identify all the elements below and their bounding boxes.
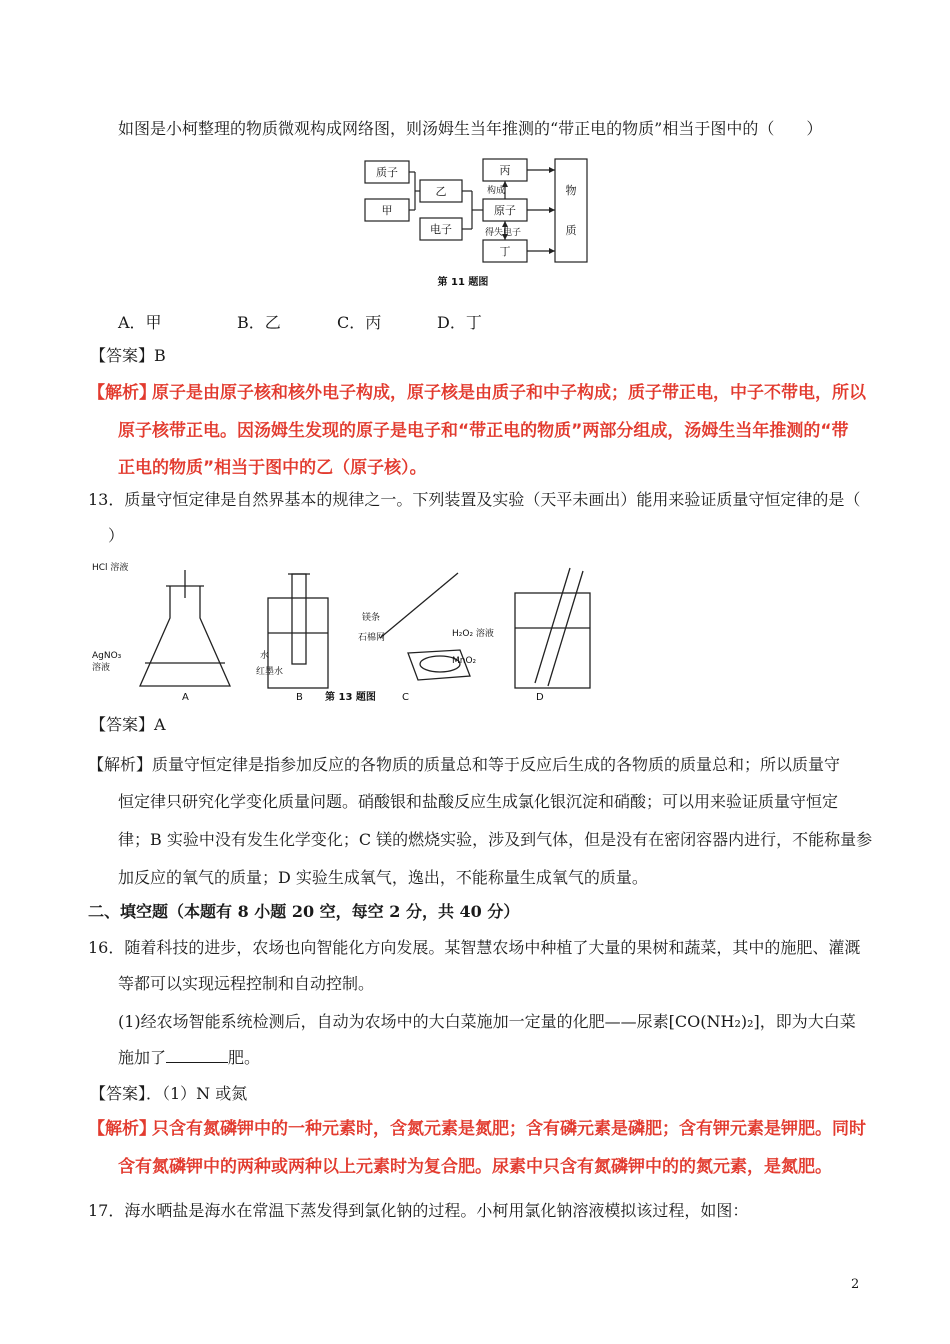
- q16-analysis-line-1: 只含有氮磷钾中的一种元素时，含氮元素是氮肥；含有磷元素是磷肥；含有钾元素是钾肥。同时: [152, 1119, 866, 1139]
- q16-sub1-line-2: [118, 1048, 260, 1068]
- q12-analysis-line-1: 原子是由原子核和核外电子构成，原子核是由质子和中子构成；质子带正电，中子不带电，所以: [152, 383, 866, 403]
- q13-stem-line-2: ）: [108, 526, 125, 545]
- label-bing: 丙: [499, 164, 511, 177]
- q13-stem-line-1: 13．质量守恒定律是自然界基本的规律之一。下列装置及实验（天平未画出）能用来验证质量守恒定律的是（: [88, 490, 861, 509]
- label-c-mesh: 石棉网: [358, 633, 386, 643]
- edge-label-gain-lose: 得失电子: [485, 228, 522, 238]
- label-a-hcl: HCl 溶液: [92, 563, 129, 573]
- label-ding: 丁: [499, 245, 511, 258]
- q13-analysis-line-1: 质量守恒定律是指参加反应的各物质的质量总和等于反应后生成的各物质的质量总和；所以质量守: [152, 755, 841, 774]
- q16-answer-blank: [166, 1048, 228, 1063]
- q13-analysis-line-4: 加反应的氧气的质量；D 实验生成氧气，逸出，不能称量生成氧气的质量。: [118, 868, 648, 887]
- q12-option-a: A．甲: [118, 313, 162, 332]
- label-a: A: [182, 692, 189, 703]
- label-d-h2o2: H₂O₂ 溶液: [452, 629, 494, 639]
- label-d: D: [536, 692, 544, 703]
- edge-label-compose: 构成: [487, 186, 506, 196]
- q16-line-2: 等都可以实现远程控制和自动控制。: [118, 974, 375, 993]
- label-a-solution: 溶液: [92, 663, 111, 673]
- label-c-mg: 镁条: [362, 613, 381, 623]
- label-a-agno3: AgNO₃: [92, 651, 122, 661]
- label-jia: 甲: [381, 204, 393, 217]
- label-atom: 原子: [494, 204, 516, 217]
- q13-figure-caption: 第 13 题图: [325, 692, 376, 703]
- q13-analysis-tag: 【解析】: [88, 755, 153, 774]
- q13-answer: 【答案】A: [90, 715, 166, 734]
- q12-analysis-tag: 【解析】: [88, 383, 156, 403]
- q17-stem: 17．海水晒盐是海水在常温下蒸发得到氯化钠的过程。小柯用氯化钠溶液模拟该过程，如图：: [88, 1201, 749, 1220]
- q12-analysis-line-2: 原子核带正电。因汤姆生发现的原子是电子和“带正电的物质”两部分组成，汤姆生当年推测的“带: [118, 421, 849, 441]
- q16-analysis-tag: 【解析】: [88, 1119, 156, 1139]
- box-matter: [555, 159, 587, 262]
- label-b-water: 水: [260, 651, 270, 661]
- flask-a: [140, 586, 230, 686]
- label-b-red-ink: 红墨水: [256, 667, 284, 677]
- q13-apparatus-figure: [90, 558, 610, 703]
- tongs-c: [380, 588, 440, 638]
- q12-figure-caption: 第 11 题图: [437, 277, 489, 288]
- q12-option-b: B．乙: [237, 313, 281, 332]
- q12-answer: 【答案】B: [90, 346, 166, 365]
- label-matter-2: 质: [565, 224, 577, 237]
- label-electron: 电子: [430, 223, 452, 236]
- q12-analysis-line-3: 正电的物质”相当于图中的乙（原子核）。: [118, 458, 427, 478]
- q13-analysis-line-3: 律；B 实验中没有发生化学变化；C 镁的燃烧实验，涉及到气体，但是没有在密闭容器内进行，不能称量参: [118, 830, 873, 849]
- section-2-title: 二、填空题（本题有 8 小题 20 空，每空 2 分，共 40 分）: [88, 902, 520, 921]
- q16-before-blank: 施加了: [118, 1048, 167, 1067]
- beaker-d: [515, 593, 590, 688]
- label-proton: 质子: [376, 166, 398, 179]
- label-b: B: [296, 692, 303, 703]
- label-matter-1: 物: [565, 184, 577, 197]
- q12-stem: 如图是小柯整理的物质微观构成网络图，则汤姆生当年推测的“带正电的物质”相当于图中的（ ）: [118, 119, 823, 138]
- q16-after-blank: 肥。: [228, 1048, 261, 1067]
- page-number: 2: [851, 1277, 860, 1292]
- q16-analysis-line-2: 含有氮磷钾中的两种或两种以上元素时为复合肥。尿素中只含有氮磷钾中的的氮元素，是氮肥。: [118, 1157, 832, 1177]
- label-c: C: [402, 692, 409, 703]
- q16-answer: 【答案】．（1）N 或氮: [90, 1084, 248, 1103]
- q16-line-1: 16．随着科技的进步，农场也向智能化方向发展。某智慧农场中种植了大量的果树和蔬菜，其中的施肥、灌溉: [88, 938, 861, 957]
- q12-option-c: C．丙: [337, 313, 382, 332]
- q12-network-figure: [355, 150, 600, 295]
- label-d-mno2: MnO₂: [452, 656, 477, 666]
- q12-option-d: D．丁: [437, 313, 482, 332]
- q13-analysis-line-2: 恒定律只研究化学变化质量问题。硝酸银和盐酸反应生成氯化银沉淀和硝酸；可以用来验证质量守恒定: [118, 792, 839, 811]
- q16-sub1-line-1: (1)经农场智能系统检测后，自动为农场中的大白菜施加一定量的化肥——尿素[CO(NH₂)₂]，即为大白菜: [118, 1012, 856, 1031]
- label-yi: 乙: [435, 185, 447, 198]
